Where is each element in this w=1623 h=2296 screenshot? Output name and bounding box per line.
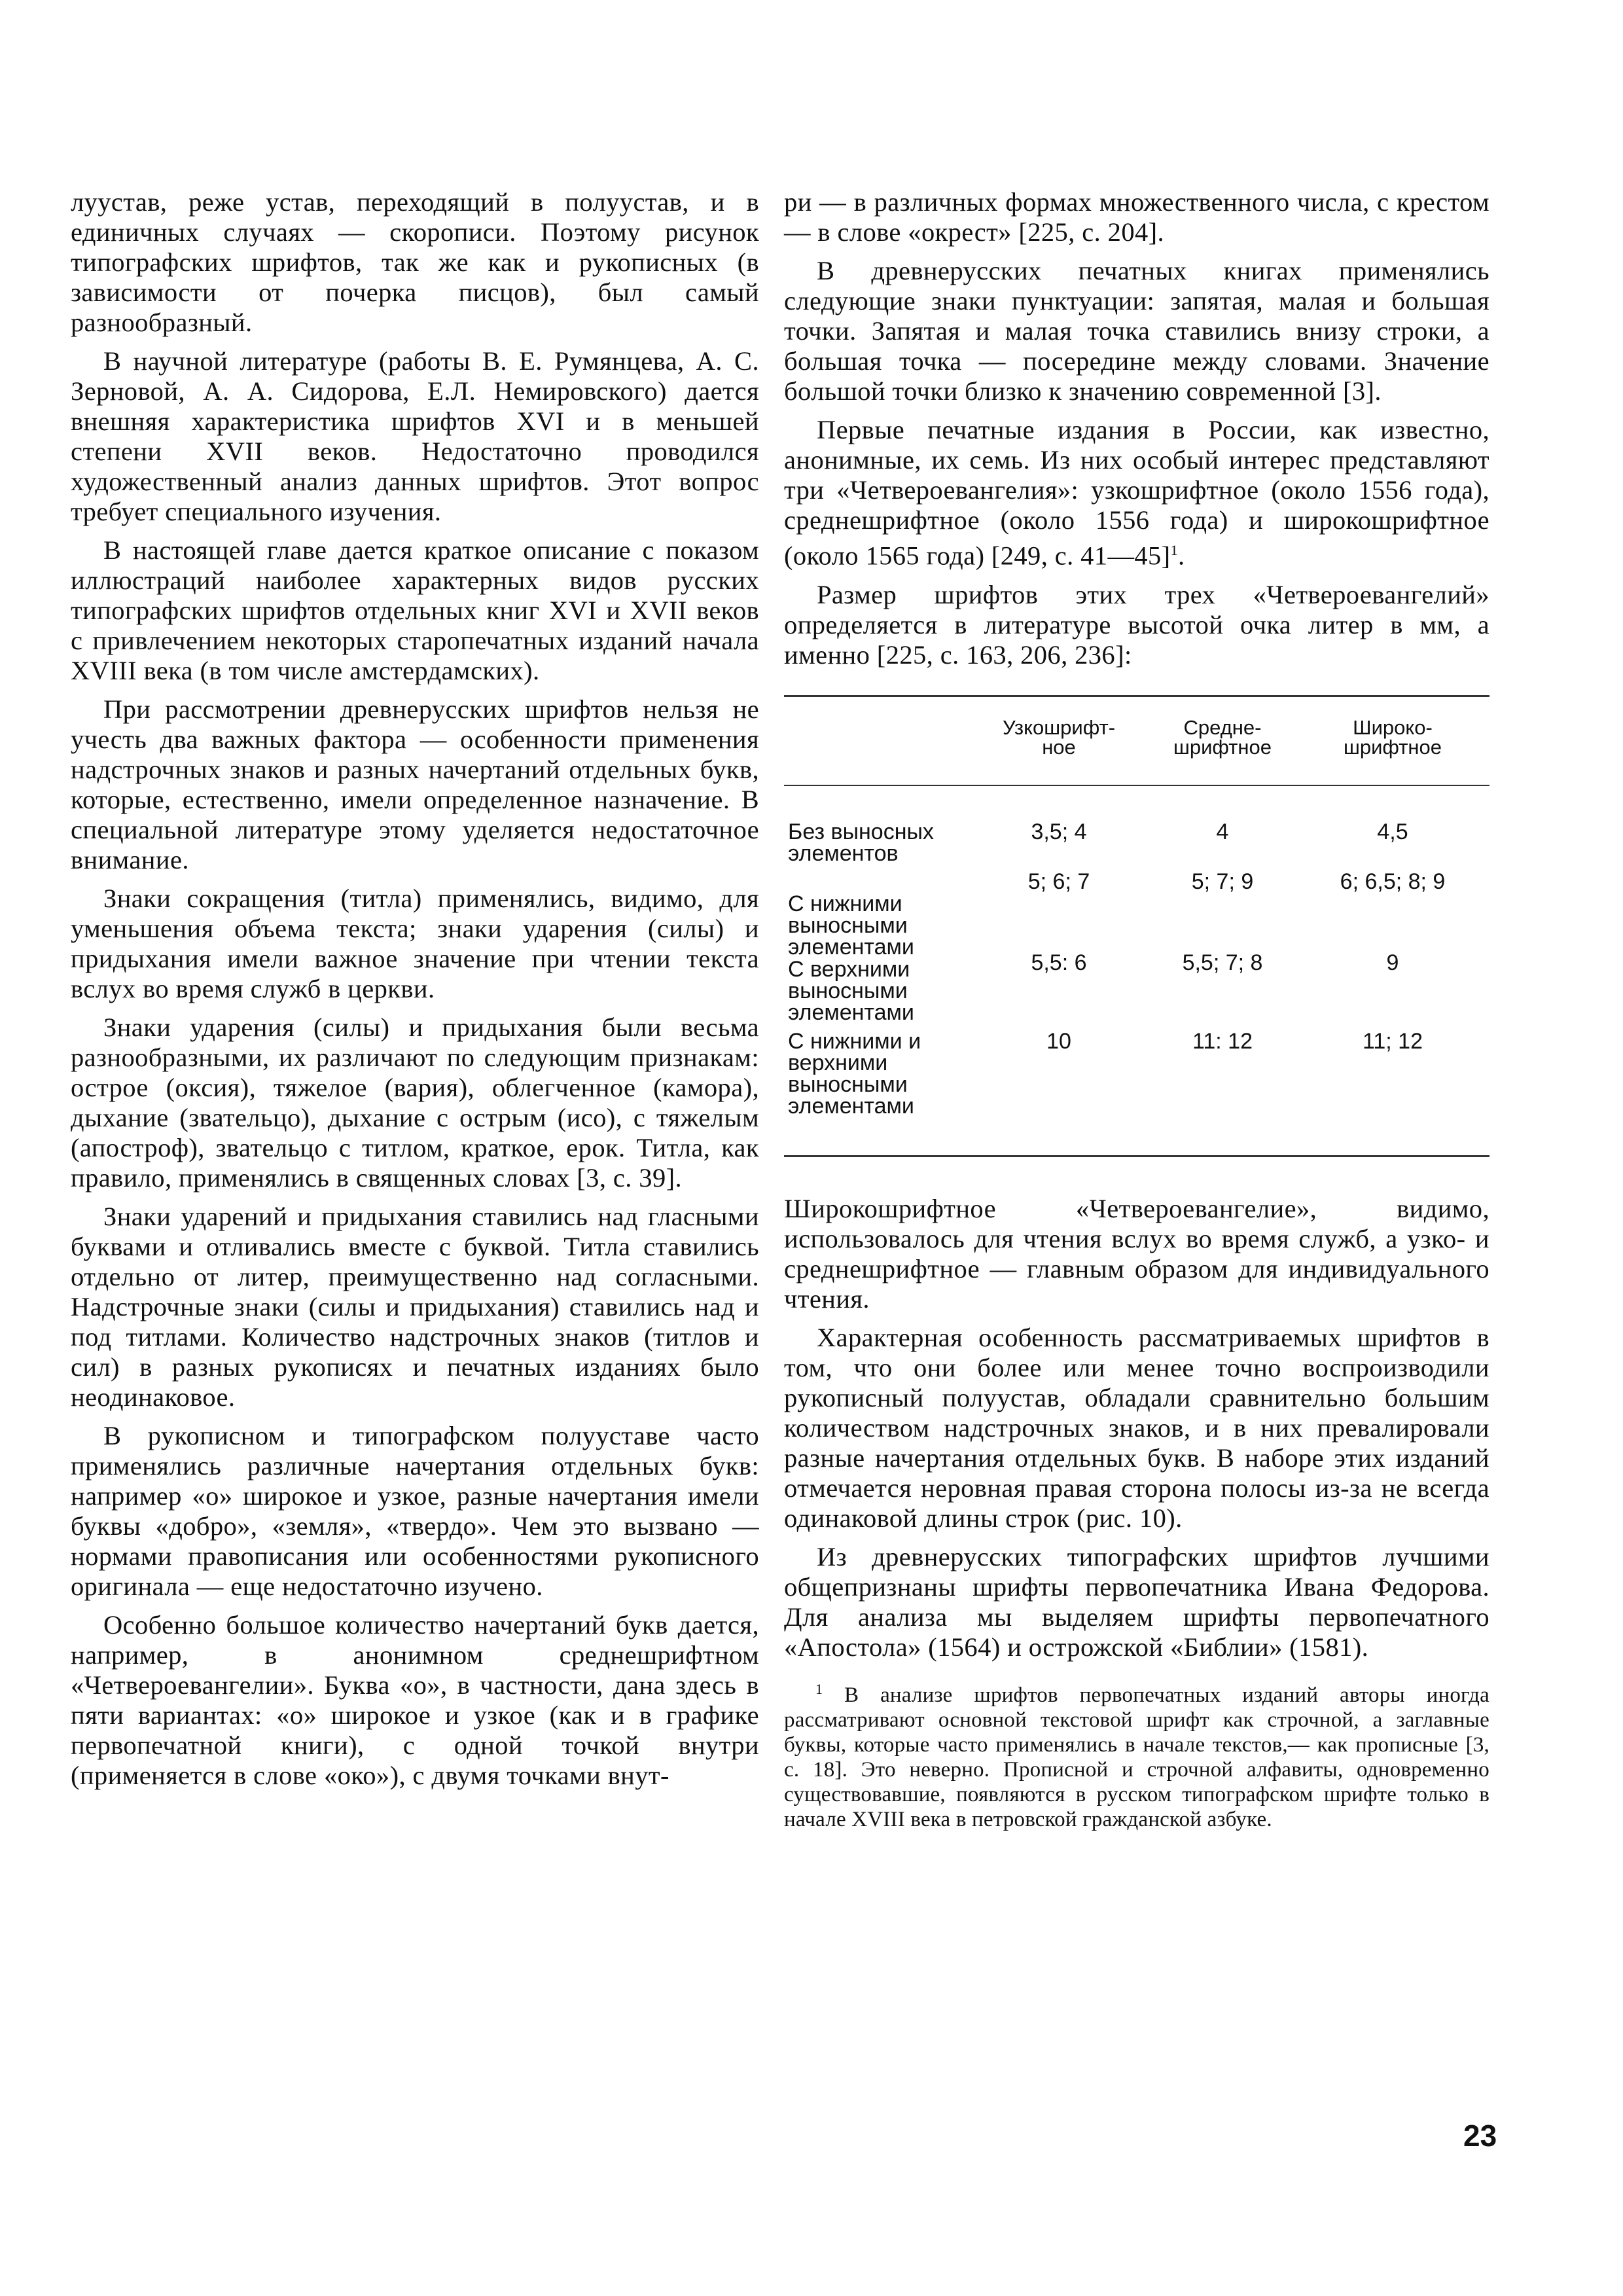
paragraph: Знаки сокращения (титла) применялись, видимо, для уменьшения объема текста; знаки ударения (силы) и придыхания имели важное значение при чтении текста вслух во время служб в церкви. bbox=[71, 884, 759, 1003]
paragraph: Широкошрифтное «Четвероевангелие», видимо, использовалось для чтения вслух во время служб, а узко- и среднешрифтное — главным образом для индивидуального чтения. bbox=[784, 1193, 1489, 1314]
page-number: 23 bbox=[1463, 2119, 1497, 2153]
table-row-label: Без выносных элементов bbox=[788, 819, 934, 866]
paragraph: В рукописном и типографском полууставе часто применялись различные начертания отдельных букв: например «о» широкое и узкое, разные начертания имели буквы «добро», «земля», «твердо». Чем это вызвано — нормами правописания или особенностями рукописного оригинала — еще недостаточно изучено. bbox=[71, 1421, 759, 1601]
paragraph: В древнерусских печатных книгах применялись следующие знаки пунктуации: запятая, малая и большая точки. Запятая и малая точка ставились внизу строки, а большая точка — посередине между словами. Значение большой точки близко к значению современной [3]. bbox=[784, 256, 1489, 406]
table-cell: 5,5; 7; 8 bbox=[1182, 950, 1263, 975]
table-cell: 5; 7; 9 bbox=[1191, 869, 1254, 894]
table-header: Узкошрифт-ное bbox=[1002, 715, 1116, 759]
table-header: Средне-шрифтное bbox=[1173, 715, 1272, 759]
footnote-text: В анализе шрифтов первопечатных изданий авторы иногда рассматривают основной текстовой шрифт как строчной, а заглавные буквы, которые часто применялись в начале текстов,— как прописные [3, с. 18]. Это неверно. Прописной и строчной алфавиты, одновременно существовавшие, появляются в русском типографском шрифте только в начале XVIII века в петровской гражданской азбуке. bbox=[784, 1683, 1489, 1831]
paragraph: ри — в различных формах множественного числа, с крестом — в слове «окрест» [225, с. 204]. bbox=[784, 187, 1489, 247]
table-cell: 11; 12 bbox=[1362, 1028, 1423, 1054]
paragraph-text: Первые печатные издания в России, как известно, анонимные, их семь. Из них особый интерес представляют три «Четвероевангелия»: узкошрифтное (около 1556 года), среднешрифтное (около 1556 года) и широкошрифтное (около 1565 года) [249, с. 41—45] bbox=[784, 415, 1489, 571]
table-cell: 6; 6,5; 8; 9 bbox=[1340, 869, 1446, 894]
table-cell: 11: 12 bbox=[1192, 1028, 1253, 1054]
paragraph: Особенно большое количество начертаний букв дается, например, в анонимном среднешрифтном «Четвероевангелии». Буква «о», в частности, дана здесь в пяти вариантах: «о» широкое и узкое (как и в графике первопечатной книги), с одной точкой внутри (применяется в слове «око»), с двумя точками внут- bbox=[71, 1610, 759, 1790]
footnote-mark: 1 bbox=[815, 1680, 823, 1697]
table-cell: 5; 6; 7 bbox=[1027, 869, 1090, 894]
right-column bbox=[784, 187, 1489, 1832]
paragraph: В научной литературе (работы В. Е. Румянцева, А. С. Зерновой, А. А. Сидорова, Е.Л. Немировского) дается внешняя характеристика шрифтов XVI и в меньшей степени XVII веков. Недостаточно проводился художественный анализ данных шрифтов. Этот вопрос требует специального изучения. bbox=[71, 346, 759, 526]
paragraph: Размер шрифтов этих трех «Четвероевангелий» определяется в литературе высотой очка литер в мм, а именно [225, с. 163, 206, 236]: bbox=[784, 579, 1489, 670]
paragraph: При рассмотрении древнерусских шрифтов нельзя не учесть два важных фактора — особенности применения надстрочных знаков и разных начертаний отдельных букв, которые, естественно, имели определенное назначение. В специальной литературе этому уделяется недостаточное внимание. bbox=[71, 694, 759, 874]
table-divider bbox=[784, 785, 1489, 786]
paragraph: Из древнерусских типографских шрифтов лучшими общепризнаны шрифты первопечатника Ивана Федорова. Для анализа мы выделяем шрифты первопечатного «Апостола» (1564) и острожской «Библии» (1581). bbox=[784, 1541, 1489, 1662]
paragraph: В настоящей главе дается краткое описание с показом иллюстраций наиболее характерных видов русских типографских шрифтов отдельных книг XVI и XVII веков с привлечением некоторых старопечатных изданий начала XVIII века (в том числе амстердамских). bbox=[71, 535, 759, 685]
table-cell: 5,5: 6 bbox=[1031, 950, 1087, 975]
footnote-ref: 1 bbox=[1170, 542, 1178, 558]
table-row-label: С верхними выносными элементами bbox=[788, 956, 914, 1025]
paragraph: Знаки ударений и придыхания ставились над гласными буквами и отливались вместе с буквой. Титла ставились отдельно от литер, преимущественно над согласными. Надстрочные знаки (силы и придыхания) ставились над и под титлами. Количество надстрочных знаков (титлов и сил) в разных рукописях и печатных изданиях было неодинаковое. bbox=[71, 1202, 759, 1412]
paragraph: луустав, реже устав, переходящий в полуустав, и в единичных случаях — скорописи. Поэтому рисунок типографских шрифтов, так же как и рукописных (в зависимости от почерка писцов), был самый разнообразный. bbox=[71, 187, 759, 337]
table-cell: 3,5; 4 bbox=[1031, 819, 1087, 844]
left-column bbox=[71, 187, 759, 1799]
paragraph: Первые печатные издания в России, как известно, анонимные, их семь. Из них особый интерес представляют три «Четвероевангелия»: узкошрифтное (около 1556 года), среднешрифтное (около 1556 года) и широкошрифтное (около 1565 года) [249, с. 41—45]$^1$. bbox=[784, 415, 1489, 571]
table-row-label: С нижними выносными элементами bbox=[788, 891, 914, 960]
table-cell: 4 bbox=[1216, 819, 1229, 844]
table-row-label: С нижними и верхними выносными элементами bbox=[788, 1028, 921, 1119]
footnote bbox=[784, 1677, 1489, 1832]
table-cell: 10 bbox=[1046, 1028, 1071, 1054]
paragraph: Характерная особенность рассматриваемых шрифтов в том, что они более или менее точно воспроизводили рукописный полуустав, обладали сравнительно большим количеством надстрочных знаков, и в них превалировали разные начертания отдельных букв. В наборе этих изданий отмечается неровная правая сторона полосы из-за не всегда одинаковой длины строк (рис. 10). bbox=[784, 1322, 1489, 1533]
table-cell: 4,5 bbox=[1377, 819, 1408, 844]
paragraph: Знаки ударения (силы) и придыхания были весьма разнообразными, их различают по следующим признакам: острое (оксия), тяжелое (вария), облегченное (камора), дыхание (звательцо), дыхание с острым (исо), с тяжелым (апостроф), звательцо с титлом, краткое, ерок. Титла, как правило, применялись в священных словах [3, с. 39]. bbox=[71, 1013, 759, 1193]
table-header: Широко-шрифтное bbox=[1343, 715, 1442, 759]
table-cell: 9 bbox=[1386, 950, 1399, 975]
font-size-table bbox=[784, 695, 1489, 1157]
